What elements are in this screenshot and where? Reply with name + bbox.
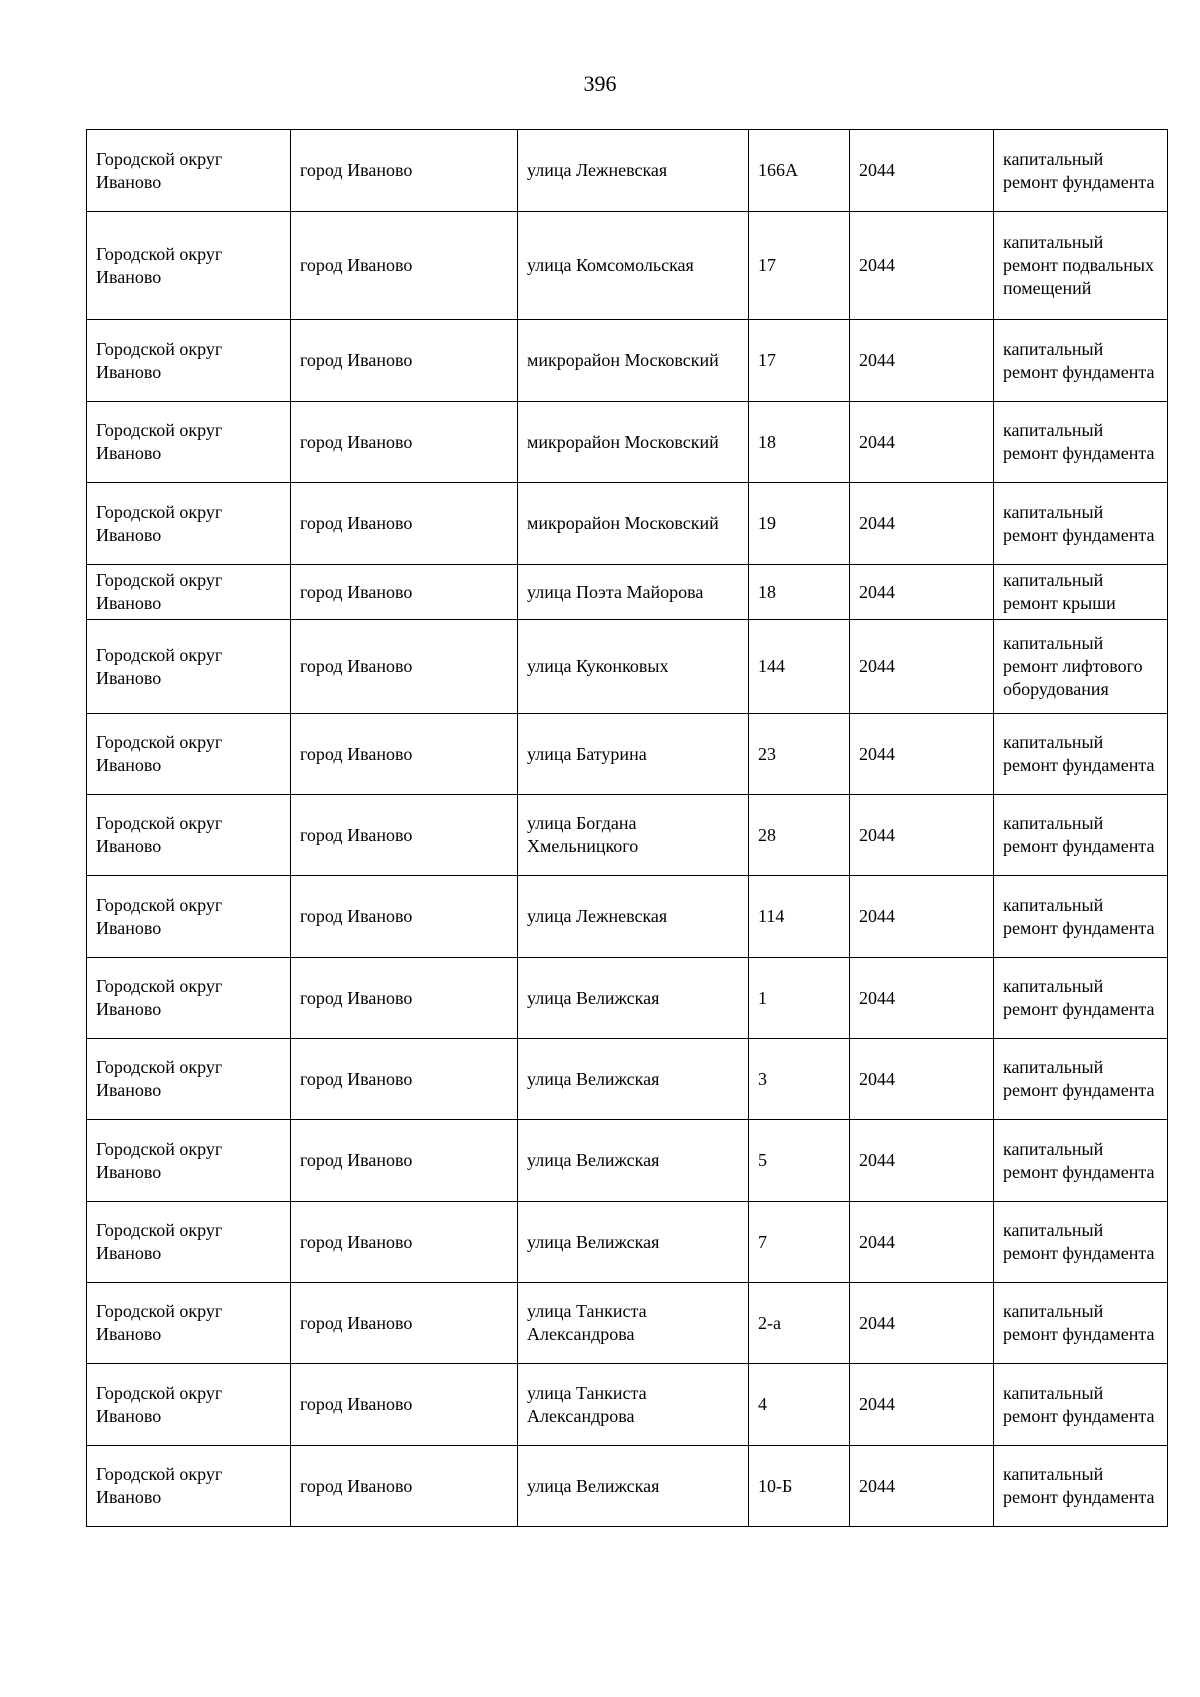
cell-house-number: 19 (749, 483, 850, 565)
cell-house-number: 114 (749, 876, 850, 958)
table-row (87, 795, 1168, 876)
cell-house-number: 10-Б (749, 1446, 850, 1527)
cell-work-type: капитальный ремонт фундамента (994, 320, 1168, 402)
cell-planned-year: 2044 (850, 1283, 994, 1364)
table-row (87, 483, 1168, 565)
cell-street: улица Велижская (518, 1120, 749, 1202)
cell-planned-year: 2044 (850, 1120, 994, 1202)
cell-work-type: капитальный ремонт лифтового оборудования (994, 620, 1168, 714)
cell-municipal-district: Городской округ Иваново (87, 1039, 291, 1120)
cell-work-type: капитальный ремонт крыши (994, 565, 1168, 620)
cell-house-number: 3 (749, 1039, 850, 1120)
cell-municipal-district: Городской округ Иваново (87, 1202, 291, 1283)
cell-settlement: город Иваново (291, 402, 518, 483)
cell-settlement: город Иваново (291, 320, 518, 402)
cell-planned-year: 2044 (850, 714, 994, 795)
cell-municipal-district: Городской округ Иваново (87, 565, 291, 620)
cell-municipal-district: Городской округ Иваново (87, 1446, 291, 1527)
table-row (87, 1283, 1168, 1364)
cell-house-number: 18 (749, 565, 850, 620)
cell-house-number: 28 (749, 795, 850, 876)
cell-municipal-district: Городской округ Иваново (87, 402, 291, 483)
repair-schedule-table (86, 129, 1168, 1527)
table-row (87, 958, 1168, 1039)
table-row (87, 1446, 1168, 1527)
cell-planned-year: 2044 (850, 130, 994, 212)
cell-planned-year: 2044 (850, 1364, 994, 1446)
cell-municipal-district: Городской округ Иваново (87, 795, 291, 876)
cell-municipal-district: Городской округ Иваново (87, 1120, 291, 1202)
cell-municipal-district: Городской округ Иваново (87, 1364, 291, 1446)
table-row (87, 620, 1168, 714)
table-row (87, 1364, 1168, 1446)
table-row (87, 320, 1168, 402)
cell-street: улица Комсомольская (518, 212, 749, 320)
cell-settlement: город Иваново (291, 876, 518, 958)
cell-planned-year: 2044 (850, 620, 994, 714)
cell-work-type: капитальный ремонт фундамента (994, 795, 1168, 876)
cell-work-type: капитальный ремонт подвальных помещений (994, 212, 1168, 320)
cell-house-number: 18 (749, 402, 850, 483)
cell-work-type: капитальный ремонт фундамента (994, 130, 1168, 212)
cell-street: микрорайон Московский (518, 320, 749, 402)
cell-house-number: 144 (749, 620, 850, 714)
table-row (87, 1120, 1168, 1202)
cell-house-number: 5 (749, 1120, 850, 1202)
cell-work-type: капитальный ремонт фундамента (994, 402, 1168, 483)
cell-municipal-district: Городской округ Иваново (87, 1283, 291, 1364)
cell-planned-year: 2044 (850, 795, 994, 876)
cell-work-type: капитальный ремонт фундамента (994, 1364, 1168, 1446)
cell-municipal-district: Городской округ Иваново (87, 958, 291, 1039)
cell-work-type: капитальный ремонт фундамента (994, 958, 1168, 1039)
cell-planned-year: 2044 (850, 565, 994, 620)
cell-planned-year: 2044 (850, 958, 994, 1039)
cell-work-type: капитальный ремонт фундамента (994, 1283, 1168, 1364)
cell-planned-year: 2044 (850, 402, 994, 483)
cell-municipal-district: Городской округ Иваново (87, 483, 291, 565)
cell-work-type: капитальный ремонт фундамента (994, 714, 1168, 795)
cell-settlement: город Иваново (291, 958, 518, 1039)
cell-work-type: капитальный ремонт фундамента (994, 483, 1168, 565)
cell-settlement: город Иваново (291, 565, 518, 620)
cell-settlement: город Иваново (291, 1283, 518, 1364)
cell-municipal-district: Городской округ Иваново (87, 620, 291, 714)
table-row (87, 130, 1168, 212)
page-number: 396 (583, 71, 617, 96)
cell-municipal-district: Городской округ Иваново (87, 130, 291, 212)
cell-settlement: город Иваново (291, 130, 518, 212)
cell-settlement: город Иваново (291, 1364, 518, 1446)
cell-planned-year: 2044 (850, 483, 994, 565)
cell-settlement: город Иваново (291, 620, 518, 714)
cell-street: улица Велижская (518, 1202, 749, 1283)
cell-house-number: 17 (749, 320, 850, 402)
cell-settlement: город Иваново (291, 795, 518, 876)
cell-planned-year: 2044 (850, 212, 994, 320)
cell-settlement: город Иваново (291, 1120, 518, 1202)
cell-street: улица Богдана Хмельницкого (518, 795, 749, 876)
cell-street: микрорайон Московский (518, 483, 749, 565)
cell-settlement: город Иваново (291, 1039, 518, 1120)
table-body (87, 130, 1168, 1527)
cell-street: улица Велижская (518, 1039, 749, 1120)
cell-street: улица Танкиста Александрова (518, 1364, 749, 1446)
cell-settlement: город Иваново (291, 1446, 518, 1527)
cell-municipal-district: Городской округ Иваново (87, 714, 291, 795)
cell-street: улица Танкиста Александрова (518, 1283, 749, 1364)
cell-house-number: 166А (749, 130, 850, 212)
cell-municipal-district: Городской округ Иваново (87, 876, 291, 958)
cell-house-number: 1 (749, 958, 850, 1039)
cell-street: микрорайон Московский (518, 402, 749, 483)
cell-work-type: капитальный ремонт фундамента (994, 1446, 1168, 1527)
cell-house-number: 7 (749, 1202, 850, 1283)
cell-settlement: город Иваново (291, 483, 518, 565)
cell-planned-year: 2044 (850, 1202, 994, 1283)
cell-planned-year: 2044 (850, 320, 994, 402)
cell-street: улица Поэта Майорова (518, 565, 749, 620)
table-row (87, 714, 1168, 795)
table-row (87, 1039, 1168, 1120)
cell-work-type: капитальный ремонт фундамента (994, 1120, 1168, 1202)
cell-street: улица Куконковых (518, 620, 749, 714)
cell-municipal-district: Городской округ Иваново (87, 320, 291, 402)
cell-house-number: 2-а (749, 1283, 850, 1364)
cell-street: улица Велижская (518, 958, 749, 1039)
table-row (87, 876, 1168, 958)
cell-settlement: город Иваново (291, 1202, 518, 1283)
cell-work-type: капитальный ремонт фундамента (994, 1039, 1168, 1120)
cell-planned-year: 2044 (850, 876, 994, 958)
cell-municipal-district: Городской округ Иваново (87, 212, 291, 320)
cell-street: улица Лежневская (518, 130, 749, 212)
cell-settlement: город Иваново (291, 714, 518, 795)
cell-work-type: капитальный ремонт фундамента (994, 1202, 1168, 1283)
cell-work-type: капитальный ремонт фундамента (994, 876, 1168, 958)
cell-street: улица Велижская (518, 1446, 749, 1527)
table-row (87, 402, 1168, 483)
cell-street: улица Батурина (518, 714, 749, 795)
table-row (87, 212, 1168, 320)
cell-planned-year: 2044 (850, 1446, 994, 1527)
cell-street: улица Лежневская (518, 876, 749, 958)
cell-house-number: 23 (749, 714, 850, 795)
cell-house-number: 17 (749, 212, 850, 320)
table-row (87, 1202, 1168, 1283)
table-row (87, 565, 1168, 620)
cell-settlement: город Иваново (291, 212, 518, 320)
cell-house-number: 4 (749, 1364, 850, 1446)
cell-planned-year: 2044 (850, 1039, 994, 1120)
